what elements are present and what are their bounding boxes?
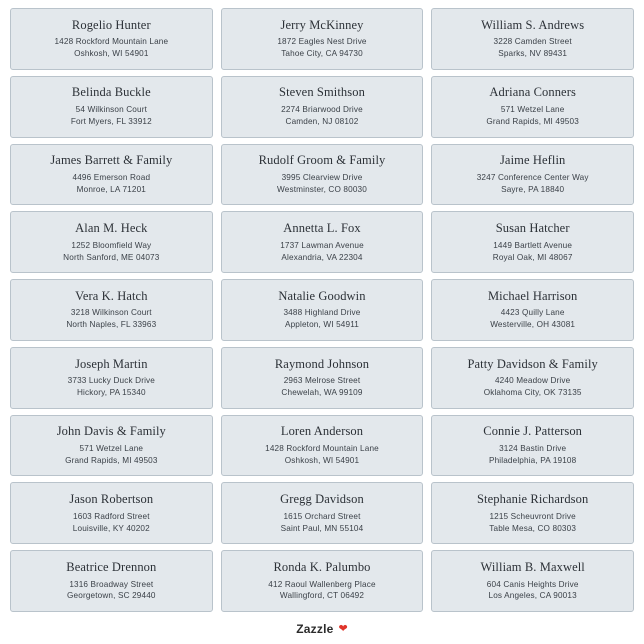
- label-street-address: 1316 Broadway Street: [69, 579, 154, 589]
- label-city-state-zip: Sparks, NV 89431: [498, 49, 568, 59]
- label-street-address: 1615 Orchard Street: [283, 511, 361, 521]
- label-city-state-zip: Camden, NJ 08102: [285, 116, 359, 126]
- label-street-address: 2963 Melrose Street: [283, 376, 361, 386]
- label-recipient-name: Natalie Goodwin: [278, 288, 366, 303]
- label-street-address: 412 Raoul Wallenberg Place: [268, 579, 376, 589]
- label-city-state-zip: Grand Rapids, MI 49503: [65, 455, 158, 465]
- label-city-state-zip: Grand Rapids, MI 49503: [486, 116, 579, 126]
- label-recipient-name: Jaime Heflin: [499, 153, 566, 168]
- label-street-address: 1252 Bloomfield Way: [71, 240, 152, 250]
- address-label[interactable]: [431, 144, 634, 206]
- label-recipient-name: Joseph Martin: [75, 356, 148, 371]
- label-recipient-name: Belinda Buckle: [71, 85, 151, 100]
- label-recipient-name: John Davis & Family: [56, 424, 166, 439]
- label-city-state-zip: Oshkosh, WI 54901: [74, 49, 149, 59]
- label-city-state-zip: Appleton, WI 54911: [284, 320, 359, 330]
- address-label[interactable]: [10, 8, 213, 70]
- label-street-address: 4423 Quilly Lane: [500, 308, 565, 318]
- address-label[interactable]: [431, 415, 634, 477]
- label-city-state-zip: Sayre, PA 18840: [501, 184, 565, 194]
- label-recipient-name: Ronda K. Palumbo: [273, 559, 371, 574]
- label-city-state-zip: Westminster, CO 80030: [277, 184, 367, 194]
- label-street-address: 1737 Lawman Avenue: [280, 240, 364, 250]
- label-city-state-zip: Royal Oak, MI 48067: [492, 252, 573, 262]
- address-label[interactable]: [431, 482, 634, 544]
- label-recipient-name: Jason Robertson: [69, 492, 154, 507]
- label-street-address: 1603 Radford Street: [73, 511, 150, 521]
- label-street-address: 604 Canis Heights Drive: [486, 579, 579, 589]
- label-street-address: 3124 Bastin Drive: [499, 443, 567, 453]
- address-label[interactable]: [431, 279, 634, 341]
- label-city-state-zip: Chewelah, WA 99109: [281, 388, 363, 398]
- label-city-state-zip: Alexandria, VA 22304: [281, 252, 363, 262]
- address-label[interactable]: [221, 8, 424, 70]
- label-recipient-name: Annetta L. Fox: [283, 221, 361, 236]
- label-recipient-name: Patty Davidson & Family: [467, 356, 598, 371]
- label-street-address: 1428 Rockford Mountain Lane: [54, 37, 169, 47]
- label-street-address: 1215 Scheuvront Drive: [489, 511, 576, 521]
- label-street-address: 4496 Emerson Road: [72, 172, 151, 182]
- label-recipient-name: James Barrett & Family: [50, 153, 173, 168]
- footer-branding: [0, 614, 644, 644]
- address-label[interactable]: [10, 279, 213, 341]
- label-street-address: 1449 Bartlett Avenue: [493, 240, 573, 250]
- label-recipient-name: Steven Smithson: [279, 85, 365, 100]
- label-city-state-zip: Tahoe City, CA 94730: [281, 49, 363, 59]
- label-street-address: 1428 Rockford Mountain Lane: [265, 443, 379, 453]
- label-street-address: 3488 Highland Drive: [283, 308, 361, 318]
- address-label[interactable]: [431, 76, 634, 138]
- label-recipient-name: Raymond Johnson: [274, 356, 370, 371]
- address-label[interactable]: [10, 347, 213, 409]
- label-recipient-name: Gregg Davidson: [280, 492, 364, 507]
- address-label[interactable]: [221, 76, 424, 138]
- zazzle-wordmark: Zazzle: [296, 622, 334, 636]
- label-city-state-zip: Oklahoma City, OK 73135: [483, 388, 582, 398]
- label-city-state-zip: Table Mesa, CO 80303: [489, 523, 577, 533]
- address-label[interactable]: [221, 144, 424, 206]
- address-label[interactable]: [221, 482, 424, 544]
- label-street-address: 4240 Meadow Drive: [494, 376, 571, 386]
- label-street-address: 3247 Conference Center Way: [476, 172, 589, 182]
- address-label[interactable]: [10, 482, 213, 544]
- label-recipient-name: Loren Anderson: [280, 424, 364, 439]
- label-city-state-zip: Fort Myers, FL 33912: [70, 116, 152, 126]
- label-recipient-name: Vera K. Hatch: [75, 288, 148, 303]
- address-label[interactable]: [10, 211, 213, 273]
- label-street-address: 3218 Wilkinson Court: [70, 308, 152, 318]
- address-label[interactable]: [10, 76, 213, 138]
- label-recipient-name: Michael Harrison: [487, 288, 578, 303]
- address-label[interactable]: [221, 550, 424, 612]
- label-street-address: 54 Wilkinson Court: [75, 105, 148, 115]
- label-recipient-name: William B. Maxwell: [480, 559, 585, 574]
- label-city-state-zip: Georgetown, SC 29440: [67, 591, 156, 601]
- address-label[interactable]: [431, 550, 634, 612]
- label-city-state-zip: Oshkosh, WI 54901: [284, 455, 360, 465]
- address-label[interactable]: [431, 211, 634, 273]
- label-city-state-zip: Hickory, PA 15340: [76, 388, 146, 398]
- label-street-address: 3228 Camden Street: [493, 37, 572, 47]
- label-recipient-name: Adriana Conners: [489, 85, 576, 100]
- label-city-state-zip: Westerville, OH 43081: [490, 320, 576, 330]
- label-street-address: 3995 Clearview Drive: [281, 172, 363, 182]
- address-label[interactable]: [431, 347, 634, 409]
- label-street-address: 3733 Lucky Duck Drive: [67, 376, 155, 386]
- label-recipient-name: William S. Andrews: [481, 17, 585, 32]
- heart-icon: ❤: [338, 622, 348, 635]
- label-street-address: 571 Wetzel Lane: [500, 105, 565, 115]
- label-recipient-name: Connie J. Patterson: [483, 424, 583, 439]
- label-recipient-name: Stephanie Richardson: [476, 492, 589, 507]
- address-label[interactable]: [10, 415, 213, 477]
- label-recipient-name: Alan M. Heck: [75, 221, 148, 236]
- address-label[interactable]: [431, 8, 634, 70]
- label-city-state-zip: Philadelphia, PA 19108: [488, 455, 577, 465]
- address-label[interactable]: [10, 144, 213, 206]
- label-city-state-zip: Wallingford, CT 06492: [279, 591, 365, 601]
- label-city-state-zip: North Sanford, ME 04073: [63, 252, 160, 262]
- label-city-state-zip: Saint Paul, MN 55104: [280, 523, 364, 533]
- label-street-address: 1872 Eagles Nest Drive: [277, 37, 367, 47]
- address-label[interactable]: [221, 347, 424, 409]
- label-recipient-name: Rudolf Groom & Family: [258, 153, 386, 168]
- label-recipient-name: Jerry McKinney: [280, 17, 364, 32]
- label-city-state-zip: Monroe, LA 71201: [76, 184, 146, 194]
- label-street-address: 2274 Briarwood Drive: [281, 105, 363, 115]
- address-label[interactable]: [10, 550, 213, 612]
- label-recipient-name: Rogelio Hunter: [71, 17, 151, 32]
- label-recipient-name: Susan Hatcher: [495, 221, 570, 236]
- address-label[interactable]: [221, 279, 424, 341]
- address-label[interactable]: [221, 211, 424, 273]
- label-city-state-zip: North Naples, FL 33963: [66, 320, 157, 330]
- label-city-state-zip: Louisville, KY 40202: [72, 523, 150, 533]
- label-recipient-name: Beatrice Drennon: [66, 559, 157, 574]
- label-city-state-zip: Los Angeles, CA 90013: [488, 591, 577, 601]
- address-label[interactable]: [221, 415, 424, 477]
- label-street-address: 571 Wetzel Lane: [79, 443, 144, 453]
